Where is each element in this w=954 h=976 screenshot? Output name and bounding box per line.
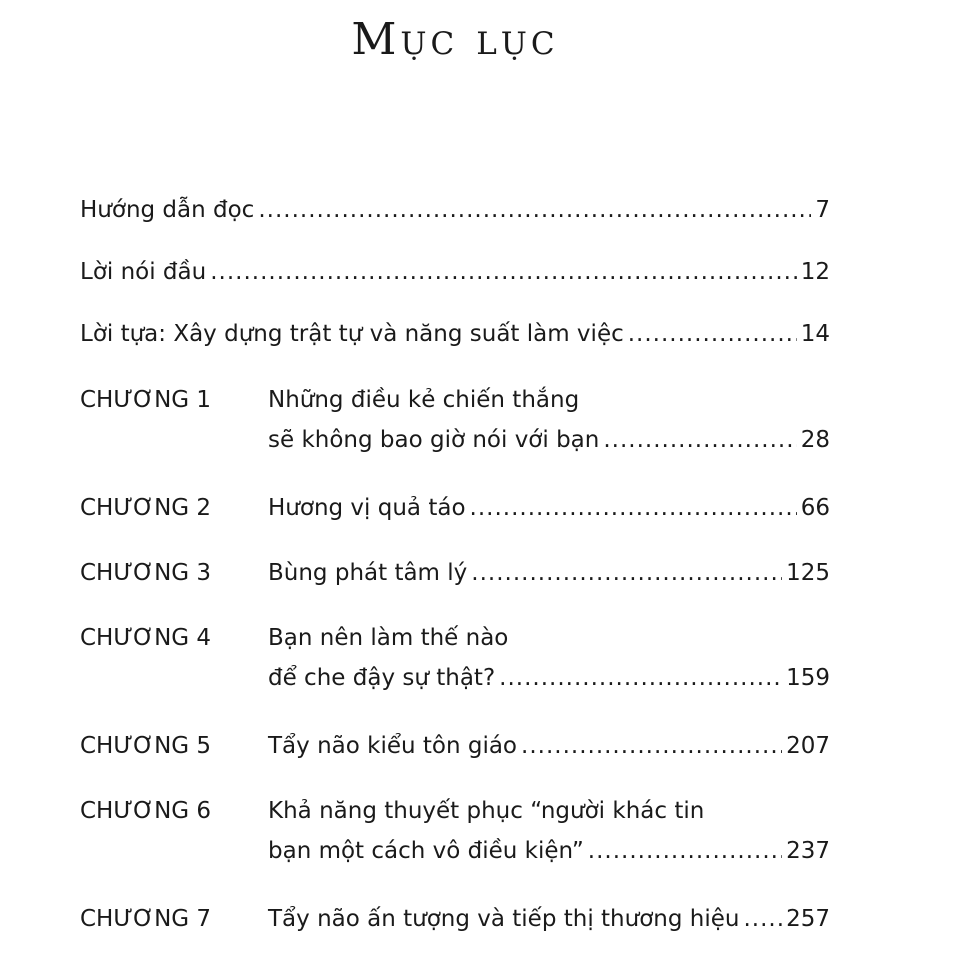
chapter-title: Tẩy não kiểu tôn giáo xyxy=(268,733,518,759)
page-title: Mục lục xyxy=(351,14,559,65)
toc-page-number: 7 xyxy=(815,197,830,223)
toc-chapter-4 xyxy=(80,618,830,698)
toc-page-number: 207 xyxy=(786,733,830,759)
toc-chapter-1 xyxy=(80,380,830,460)
toc-chapter-7 xyxy=(80,899,830,939)
toc-page-number: 237 xyxy=(786,838,830,864)
chapter-title-continued: để che đậy sự thật? xyxy=(268,665,496,691)
dot-leader xyxy=(470,488,797,528)
dot-leader xyxy=(628,314,797,354)
chapter-title: Những điều kẻ chiến thắng xyxy=(268,387,580,413)
dot-leader xyxy=(471,553,782,593)
chapter-title-continued: bạn một cách vô điều kiện” xyxy=(268,838,584,864)
dot-leader xyxy=(258,190,811,230)
chapter-title: Bùng phát tâm lý xyxy=(268,560,468,586)
dot-leader xyxy=(743,899,782,939)
chapter-label: CHƯƠNG 1 xyxy=(80,387,212,413)
chapter-title: Hương vị quả táo xyxy=(268,495,466,521)
dot-leader xyxy=(588,831,782,871)
chapter-title-continued: sẽ không bao giờ nói với bạn xyxy=(268,427,600,453)
chapter-title: Bạn nên làm thế nào xyxy=(268,625,509,651)
chapter-label: CHƯƠNG 5 xyxy=(80,733,212,759)
toc-page-number: 12 xyxy=(800,259,830,285)
chapter-label: CHƯƠNG 3 xyxy=(80,560,212,586)
toc-chapter-5 xyxy=(80,726,830,766)
toc-page-number: 66 xyxy=(800,495,830,521)
toc-entry-guide xyxy=(80,190,830,230)
toc-page-number: 14 xyxy=(800,321,830,347)
chapter-title: Khả năng thuyết phục “người khác tin xyxy=(268,798,705,824)
toc-entry-preface xyxy=(80,314,830,354)
chapter-label: CHƯƠNG 6 xyxy=(80,798,212,824)
toc-entry-title: Lời tựa: Xây dựng trật tự và năng suất làm việc xyxy=(80,321,624,347)
dot-leader xyxy=(521,726,782,766)
toc-page-number: 28 xyxy=(800,427,830,453)
toc-entry-title: Lời nói đầu xyxy=(80,259,207,285)
chapter-title: Tẩy não ấn tượng và tiếp thị thương hiệu xyxy=(268,906,740,932)
toc-page-number: 125 xyxy=(786,560,830,586)
chapter-label: CHƯƠNG 4 xyxy=(80,625,212,651)
toc-page-number: 257 xyxy=(786,906,830,932)
dot-leader xyxy=(603,420,796,460)
toc-entry-introduction xyxy=(80,252,830,292)
toc-chapter-3 xyxy=(80,553,830,593)
chapter-label: CHƯƠNG 7 xyxy=(80,906,212,932)
chapter-label: CHƯƠNG 2 xyxy=(80,495,212,521)
dot-leader xyxy=(210,252,797,292)
toc-chapter-6 xyxy=(80,791,830,871)
toc-entry-title: Hướng dẫn đọc xyxy=(80,197,255,223)
dot-leader xyxy=(499,658,782,698)
toc-page-number: 159 xyxy=(786,665,830,691)
toc-chapter-2 xyxy=(80,488,830,528)
